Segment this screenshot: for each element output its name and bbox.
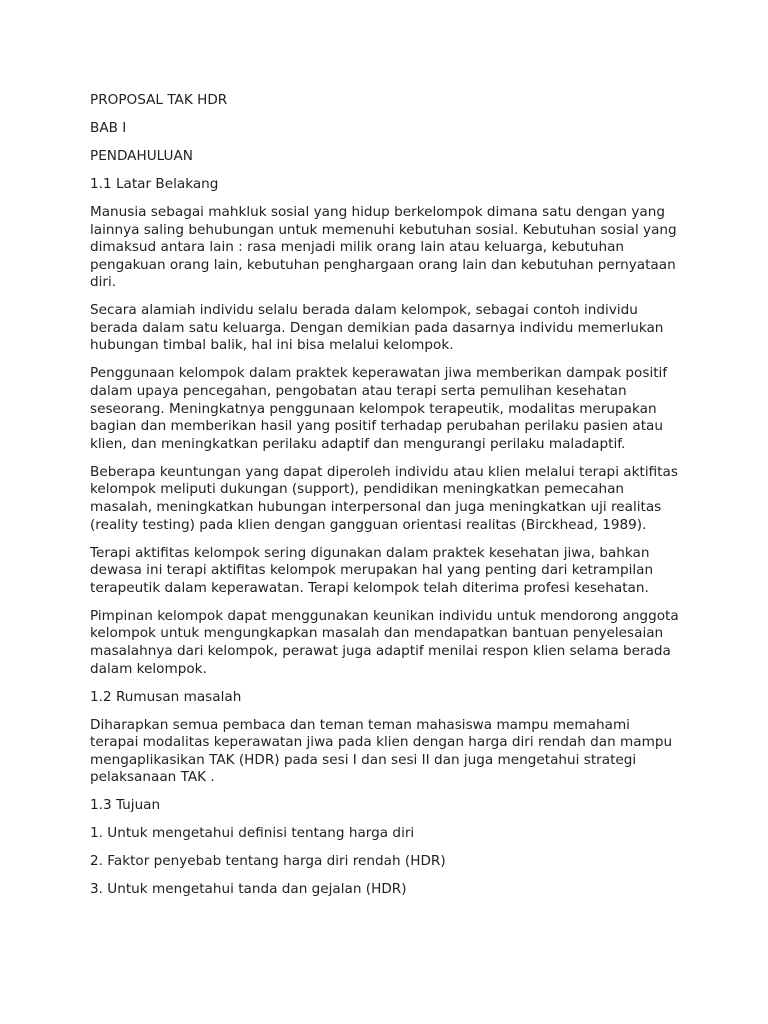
paragraph-2: Secara alamiah individu selalu berada dalam kelompok, sebagai contoh individu berada dalam satu keluarga. Dengan demikian pada dasarnya individu memerlukan hubungan timbal balik, hal ini bisa melalui kelompok. (90, 302, 664, 354)
paragraph-5: Terapi aktifitas kelompok sering digunakan dalam praktek kesehatan jiwa, bahkan dewasa ini terapi aktifitas kelompok merupakan hal yang penting dari ketrampilan terapeutik dalam keperawatan. Terapi kelompok telah diterima profesi kesehatan. (90, 544, 654, 596)
document-title: PROPOSAL TAK HDR (90, 92, 228, 108)
section-heading-latar-belakang: 1.1 Latar Belakang (90, 175, 219, 192)
paragraph-4: Beberapa keuntungan yang dapat diperoleh individu atau klien melalui terapi aktifitas kelompok meliputi dukungan (support), pendidikan meningkatkan pemecahan masalah, meningkatkan hubungan interpersonal dan juga meningkatkan uji realitas (reality testing) pada klien dengan gangguan orientasi realitas (Birckhead, 1989). (90, 463, 678, 533)
goal-item-1: 1. Untuk mengetahui definisi tentang harga diri (90, 825, 415, 842)
paragraph-6: Pimpinan kelompok dapat menggunakan keunikan individu untuk mendorong anggota kelompok untuk mengungkapkan masalah dan mendapatkan bantuan penyelesaian masalahnya dari kelompok, perawat juga adaptif menilai respon klien selama berada dalam kelompok. (90, 607, 679, 677)
section-heading-tujuan: 1.3 Tujuan (90, 797, 161, 814)
section-heading-rumusan-masalah: 1.2 Rumusan masalah (90, 688, 242, 705)
goal-item-2: 2. Faktor penyebab tentang harga diri rendah (HDR) (90, 853, 446, 870)
paragraph-1: Manusia sebagai mahkluk sosial yang hidup berkelompok dimana satu dengan yang lainnya saling behubungan untuk memenuhi kebutuhan sosial. Kebutuhan sosial yang dimaksud antara lain : rasa menjadi milik orang lain atau keluarga, kebutuhan pengakuan orang lain, kebutuhan penghargaan orang lain dan kebutuhan pernyataan diri. (90, 203, 677, 291)
chapter-title: PENDAHULUAN (90, 147, 193, 164)
paragraph-3: Penggunaan kelompok dalam praktek keperawatan jiwa memberikan dampak positif dalam upaya pencegahan, pengobatan atau terapi serta pemulihan kesehatan seseorang. Meningkatnya penggunaan kelompok terapeutik, modalitas merupakan bagian dan memberikan hasil yang positif terhadap perubahan perilaku pasien atau klien, dan meningkatkan perilaku adaptif dan mengurangi perilaku maladaptif. (90, 365, 668, 452)
goal-item-3: 3. Untuk mengetahui tanda dan gejalan (HDR) (90, 881, 407, 898)
document-body (90, 92, 682, 909)
chapter-number: BAB I (90, 119, 127, 136)
paragraph-7: Diharapkan semua pembaca dan teman teman mahasiswa mampu memahami terapai modalitas keperawatan jiwa pada klien dengan harga diri rendah dan mampu mengaplikasikan TAK (HDR) pada sesi I dan sesi II dan juga mengetahui strategi pelaksanaan TAK . (90, 716, 673, 786)
